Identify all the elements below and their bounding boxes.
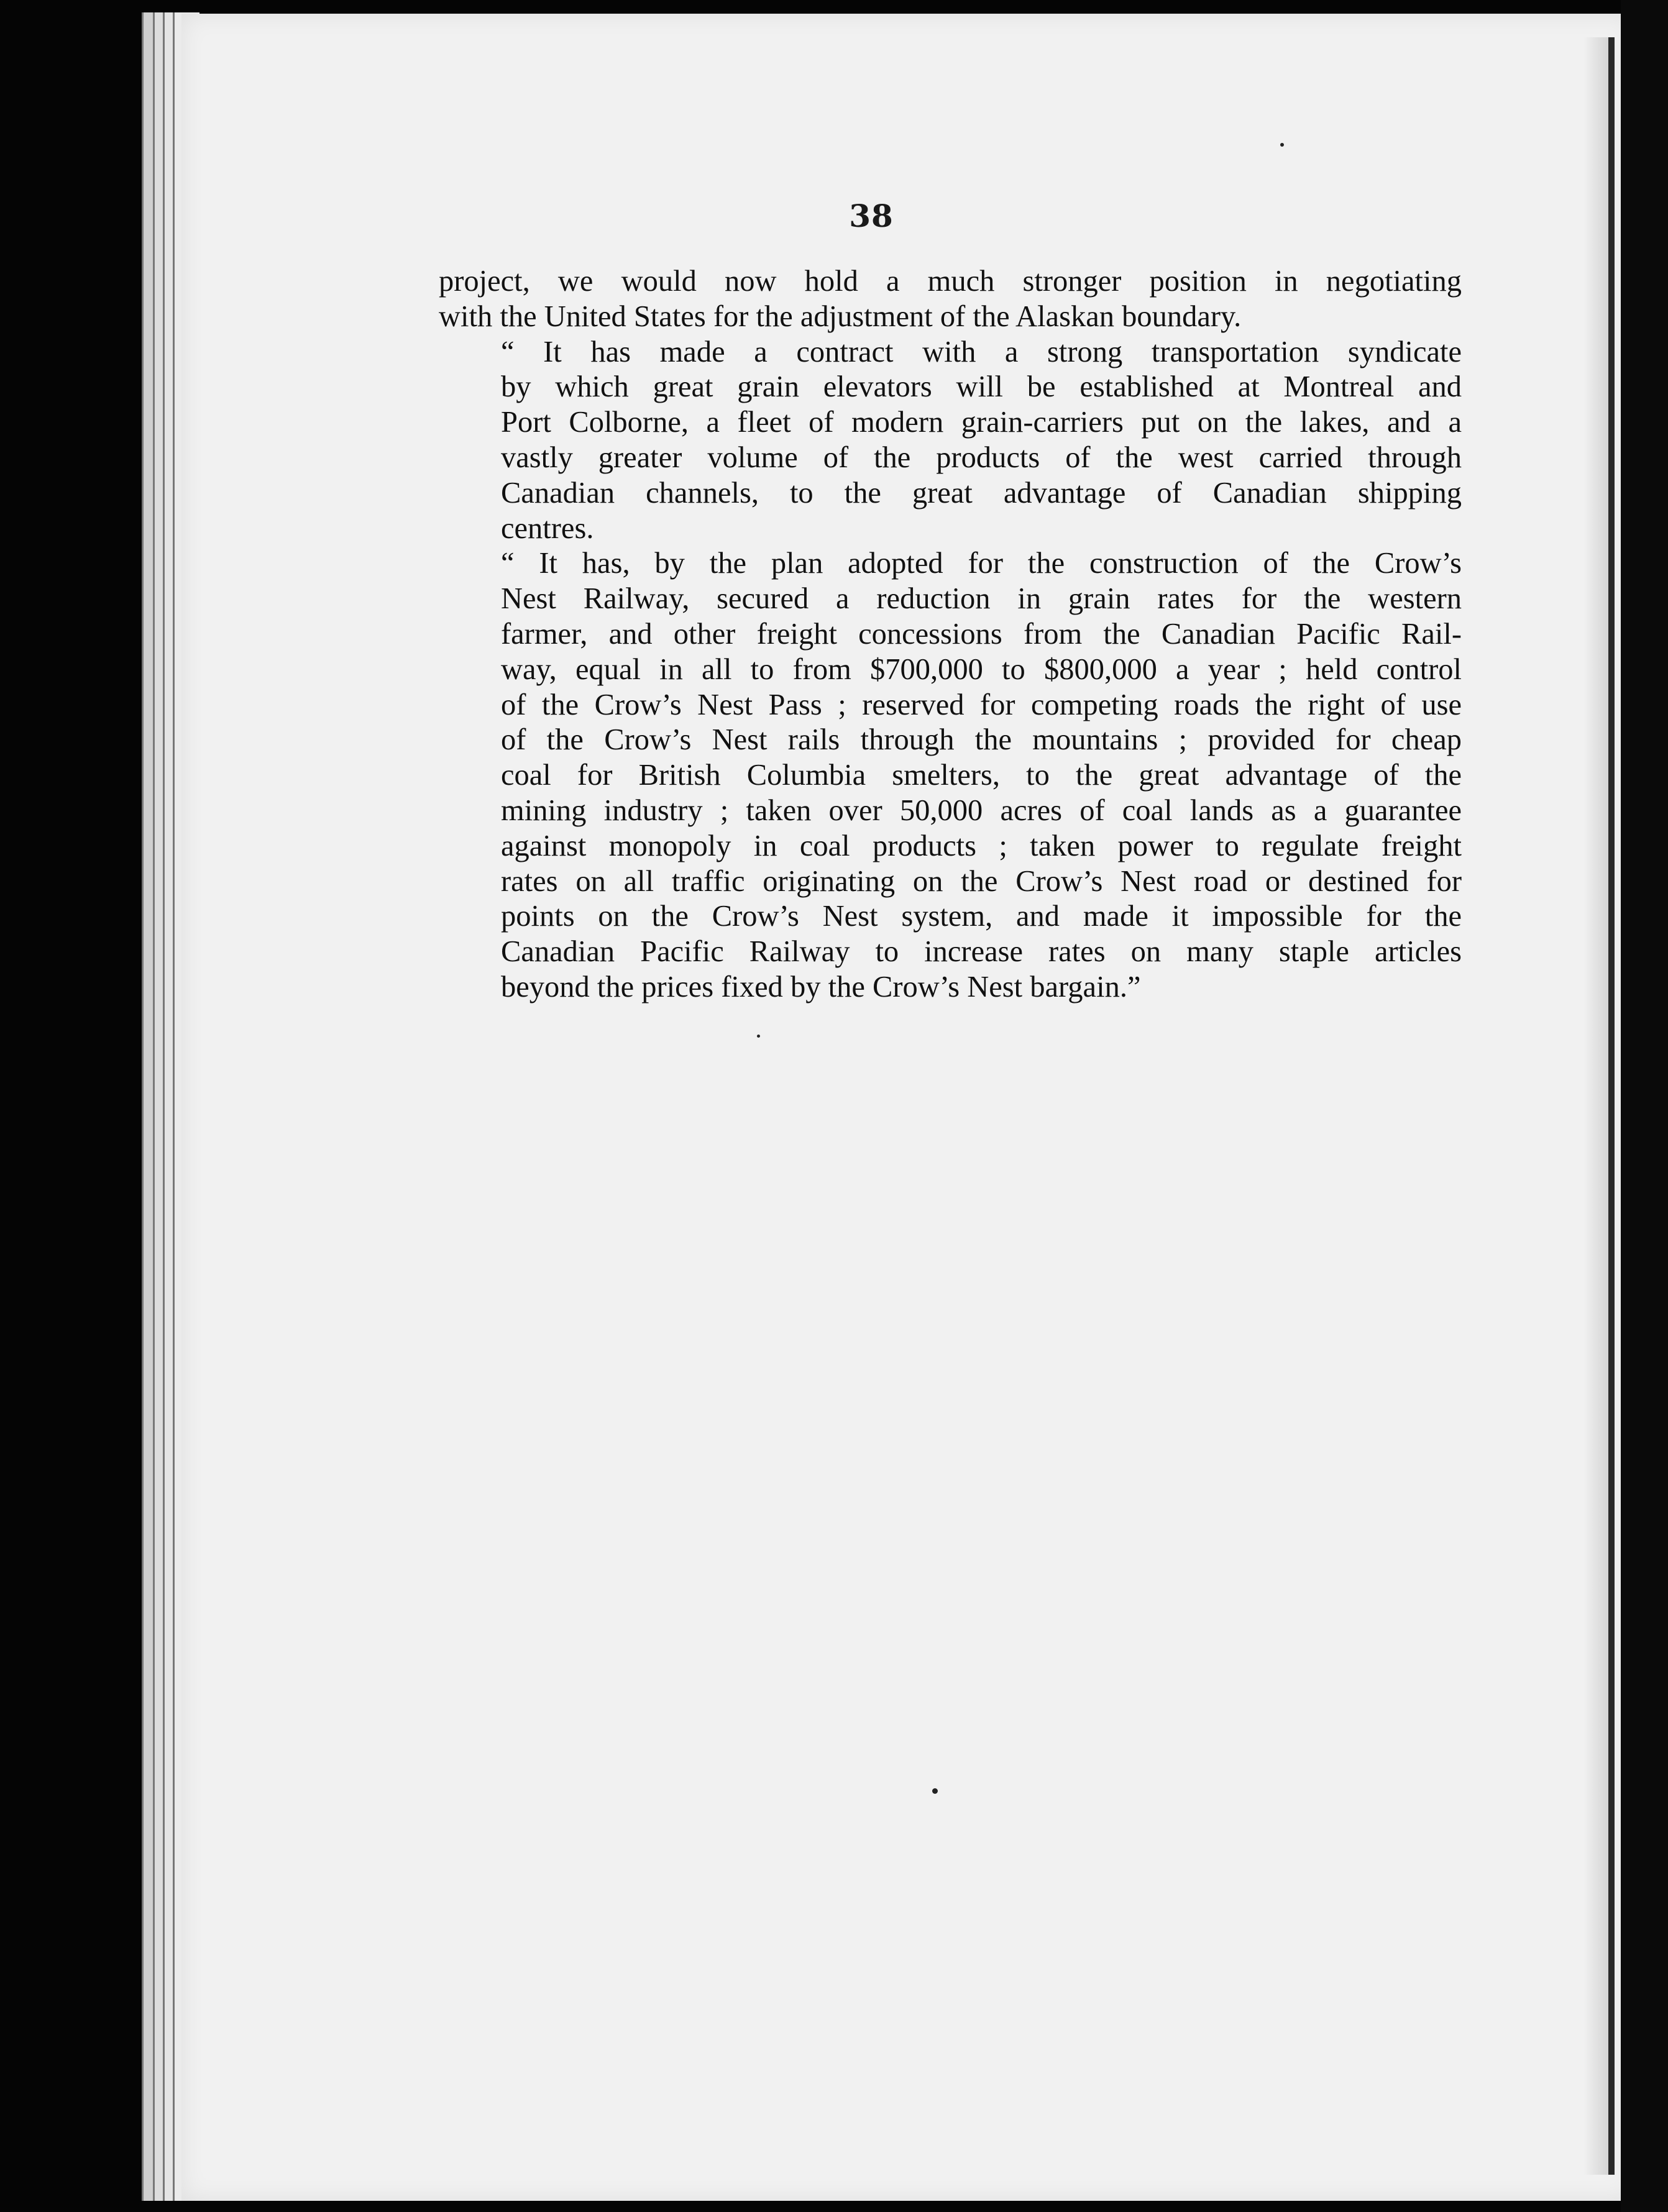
text-line: Canadian channels, to the great advantage of Canadian shipping <box>501 476 1462 510</box>
scan-border <box>1621 0 1668 2212</box>
text-line: Canadian Pacific Railway to increase rates on many staple articles <box>501 935 1462 969</box>
text-line: by which great grain elevators will be established at Montreal and <box>501 370 1462 404</box>
text-line: rates on all traffic originating on the Crow’s Nest road or destined for <box>501 864 1462 898</box>
binding-edge <box>1608 37 1615 2175</box>
text-line: against monopoly in coal products ; taken power to regulate freight <box>501 829 1462 862</box>
text-line: Port Colborne, a fleet of modern grain-carriers put on the lakes, and a <box>501 406 1462 439</box>
text-line: of the Crow’s Nest rails through the mountains ; provided for cheap <box>501 723 1462 757</box>
scan-speck <box>1280 143 1284 147</box>
paragraph <box>439 546 1462 1005</box>
text-line: beyond the prices fixed by the Crow’s Nest bargain.” <box>501 970 1141 1003</box>
scan-speck <box>757 1035 760 1038</box>
text-line: mining industry ; taken over 50,000 acres of coal lands as a guarantee <box>501 793 1462 827</box>
text-line: with the United States for the adjustment of the Alaskan boundary. <box>439 299 1242 333</box>
text-line: project, we would now hold a much stronger position in negotiating <box>439 265 1462 298</box>
text-line: way, equal in all to from $700,000 to $800,000 a year ; held control <box>501 652 1462 686</box>
scan-speck <box>932 1788 938 1794</box>
text-line: farmer, and other freight concessions from the Canadian Pacific Rail- <box>501 617 1462 651</box>
body-text <box>439 264 1462 1005</box>
text-line: points on the Crow’s Nest system, and made it impossible for the <box>501 900 1462 933</box>
paragraph <box>439 335 1462 547</box>
text-line: “ It has made a contract with a strong transportation syndicate <box>501 335 1462 368</box>
text-line: vastly greater volume of the products of the west carried through <box>501 441 1462 474</box>
page-number: 38 <box>849 198 894 234</box>
fold-shadow <box>1583 37 1608 2175</box>
paragraph <box>439 264 1462 335</box>
text-line: “ It has, by the plan adopted for the construction of the Crow’s <box>501 547 1462 580</box>
text-line: centres. <box>501 511 594 545</box>
text-line: of the Crow’s Nest Pass ; reserved for competing roads the right of use <box>501 688 1462 721</box>
text-line: coal for British Columbia smelters, to the great advantage of the <box>501 759 1462 792</box>
text-line: Nest Railway, secured a reduction in grain rates for the western <box>501 582 1462 616</box>
